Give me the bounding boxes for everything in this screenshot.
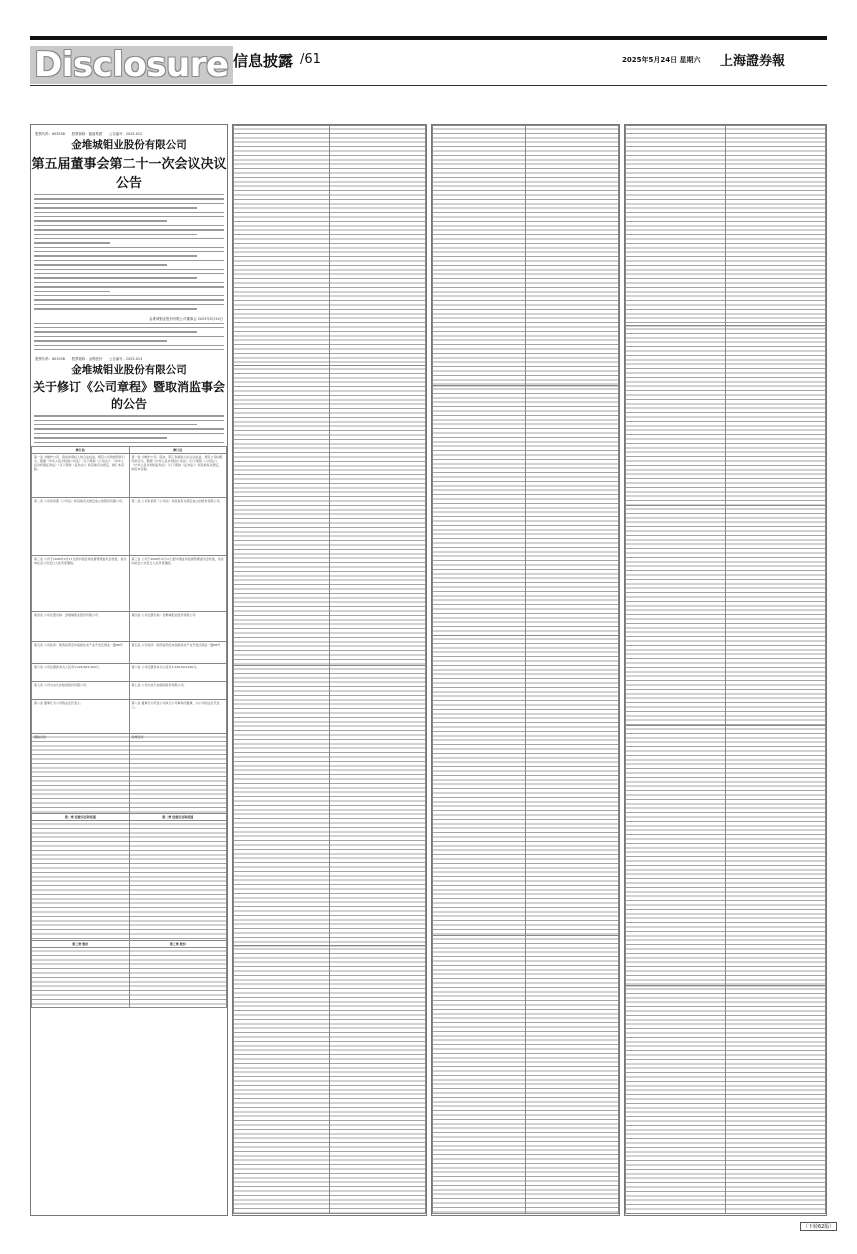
disclosure-wordmark: Disclosure: [30, 46, 233, 84]
table-cell-after: 第六条 公司注册资本为人民币3,226,604,400元。: [129, 664, 227, 682]
table-row: [234, 946, 426, 1214]
table-row: [234, 126, 426, 366]
announcement-body: [34, 415, 224, 443]
table-cell-before: [32, 948, 130, 1008]
table-row: [433, 936, 619, 1214]
amendment-table-continued: [625, 125, 826, 1214]
table-cell-after: 第三条 公司于2008年3月17日经中国证券监督管理委员会核准，首次向社会公众发行人民币普通股。: [129, 556, 227, 612]
table-cell-after: [726, 726, 826, 986]
amendment-table-continued: [432, 125, 619, 1214]
table-cell-before: 第一条 为维护公司、股东和债权人的合法权益，规范公司的组织和行为，根据《中华人民共和国公司法》（以下简称《公司法》）、《中华人民共和国证券法》（以下简称《证券法》）和其他有关规定，制订本章程。: [32, 454, 130, 498]
table-cell-after: [330, 126, 426, 366]
table-row: [32, 734, 227, 814]
chapter-heading: 第二章 经营宗旨和范围: [32, 814, 130, 821]
table-row: [433, 126, 619, 386]
announcement-title: 关于修订《公司章程》暨取消监事会的公告: [32, 380, 225, 412]
table-cell-before: 第六条 公司注册资本为人民币3,226,604,400元。: [32, 664, 130, 682]
column-2: [232, 124, 427, 1216]
table-row: [32, 556, 227, 612]
table-row: [32, 612, 227, 642]
table-row: [32, 498, 227, 556]
masthead: [0, 0, 857, 92]
table-row: [32, 941, 227, 948]
table-cell-after: 第八条 董事长为代表公司执行公司事务的董事，为公司的法定代表人。: [129, 700, 227, 734]
table-cell-before: [234, 666, 330, 946]
table-cell-before: 删除条款: [32, 734, 130, 814]
table-cell-before: [433, 386, 526, 636]
amendment-table: [31, 446, 227, 1008]
issue-date: 2025年5月24日 星期六: [622, 56, 701, 64]
table-row: [433, 636, 619, 936]
column-1: [30, 124, 228, 1216]
table-cell-after: [129, 948, 227, 1008]
table-cell-before: 第四条 公司注册名称：金堆城钼业股份有限公司: [32, 612, 130, 642]
column-4: [624, 124, 827, 1216]
table-cell-before: [626, 506, 726, 726]
table-cell-before: [626, 326, 726, 506]
table-row: [32, 821, 227, 941]
table-row: [626, 506, 826, 726]
table-row: [626, 986, 826, 1214]
table-row: [626, 326, 826, 506]
table-row: [32, 700, 227, 734]
table-cell-before: [234, 126, 330, 366]
table-cell-after: [526, 936, 619, 1214]
chapter-heading: 第二章 经营宗旨和范围: [129, 814, 227, 821]
table-header-after: 修订后: [129, 447, 227, 454]
table-cell-before: [433, 636, 526, 936]
chapter-heading: 第三章 股份: [32, 941, 130, 948]
table-cell-before: 第八条 董事长为公司的法定代表人。: [32, 700, 130, 734]
chapter-heading: 第三章 股份: [129, 941, 227, 948]
table-cell-before: [234, 366, 330, 666]
table-row: [32, 682, 227, 700]
table-cell-before: [433, 936, 526, 1214]
table-cell-after: 第四条 公司注册名称：金堆城钼业股份有限公司: [129, 612, 227, 642]
table-cell-before: 第七条 公司为永久存续的股份有限公司。: [32, 682, 130, 700]
newspaper-brand: 上海證券報: [720, 54, 786, 69]
bio-body: [34, 323, 224, 351]
table-cell-after: 新增条款: [129, 734, 227, 814]
announcement-title: 第五届董事会第二十一次会议决议公告: [31, 157, 227, 191]
top-rule: [30, 36, 827, 40]
table-cell-before: [626, 726, 726, 986]
table-cell-after: [330, 946, 426, 1214]
table-row: [234, 366, 426, 666]
continued-on-page: （下转62版）: [800, 1222, 837, 1231]
table-cell-after: [129, 821, 227, 941]
company-name: 金堆城钼业股份有限公司: [71, 364, 187, 377]
table-row: [626, 126, 826, 326]
table-cell-before: [433, 126, 526, 386]
page-number: /61: [300, 52, 321, 67]
table-cell-after: [726, 326, 826, 506]
table-cell-after: [726, 986, 826, 1214]
table-row: [626, 726, 826, 986]
table-cell-after: [526, 636, 619, 936]
signoff: 金堆城钼业股份有限公司董事会 2025年5月24日: [149, 316, 223, 321]
table-row: [32, 948, 227, 1008]
table-cell-after: [726, 506, 826, 726]
table-cell-before: 第三条 公司于2008年3月17日经中国证券监督管理委员会核准，首次向社会公众发行人民币普通股。: [32, 556, 130, 612]
table-row: [234, 666, 426, 946]
column-3: [431, 124, 620, 1216]
table-cell-after: 第七条 公司为永久存续的股份有限公司。: [129, 682, 227, 700]
table-cell-after: 第二条 公司系依照《公司法》和其他有关规定成立的股份有限公司。: [129, 498, 227, 556]
section-title: 信息披露: [233, 52, 294, 70]
table-cell-before: 第五条 公司住所：陕西省西安市高新技术产业开发区锦业一路88号: [32, 642, 130, 664]
table-cell-after: [330, 666, 426, 946]
announcement-codes: 股票代码：603558 股票简称：健盛集团 公告编号：2025-012: [35, 132, 143, 136]
announcement-codes: 股票代码：601958 股票简称：金钼股份 公告编号：2025-013: [35, 357, 143, 362]
table-cell-before: [32, 821, 130, 941]
table-cell-after: 第一条 为维护公司、股东、职工和债权人的合法权益，规范公司的组织和行为，根据《中华人民共和国公司法》（以下简称《公司法》）、《中华人民共和国证券法》（以下简称《证券法》）和其他有关规定，制定本章程。: [129, 454, 227, 498]
table-cell-before: [234, 946, 330, 1214]
header-rule: [30, 85, 827, 86]
amendment-table-continued: [233, 125, 426, 1214]
table-row: [32, 814, 227, 821]
company-name: 金堆城钼业股份有限公司: [71, 139, 187, 151]
table-cell-after: [330, 366, 426, 666]
table-cell-after: [526, 386, 619, 636]
table-cell-after: [726, 126, 826, 326]
table-cell-before: [626, 986, 726, 1214]
table-row: [433, 386, 619, 636]
table-cell-after: [526, 126, 619, 386]
table-cell-before: 第二条 公司系依照《公司法》和其他有关规定成立的股份有限公司。: [32, 498, 130, 556]
table-row: [32, 642, 227, 664]
table-row: [32, 454, 227, 498]
table-row: [32, 664, 227, 682]
table-header-before: 修订前: [32, 447, 130, 454]
announcement-body: [34, 194, 224, 310]
table-cell-after: 第五条 公司住所：陕西省西安市高新技术产业开发区锦业一路88号: [129, 642, 227, 664]
table-cell-before: [626, 126, 726, 326]
